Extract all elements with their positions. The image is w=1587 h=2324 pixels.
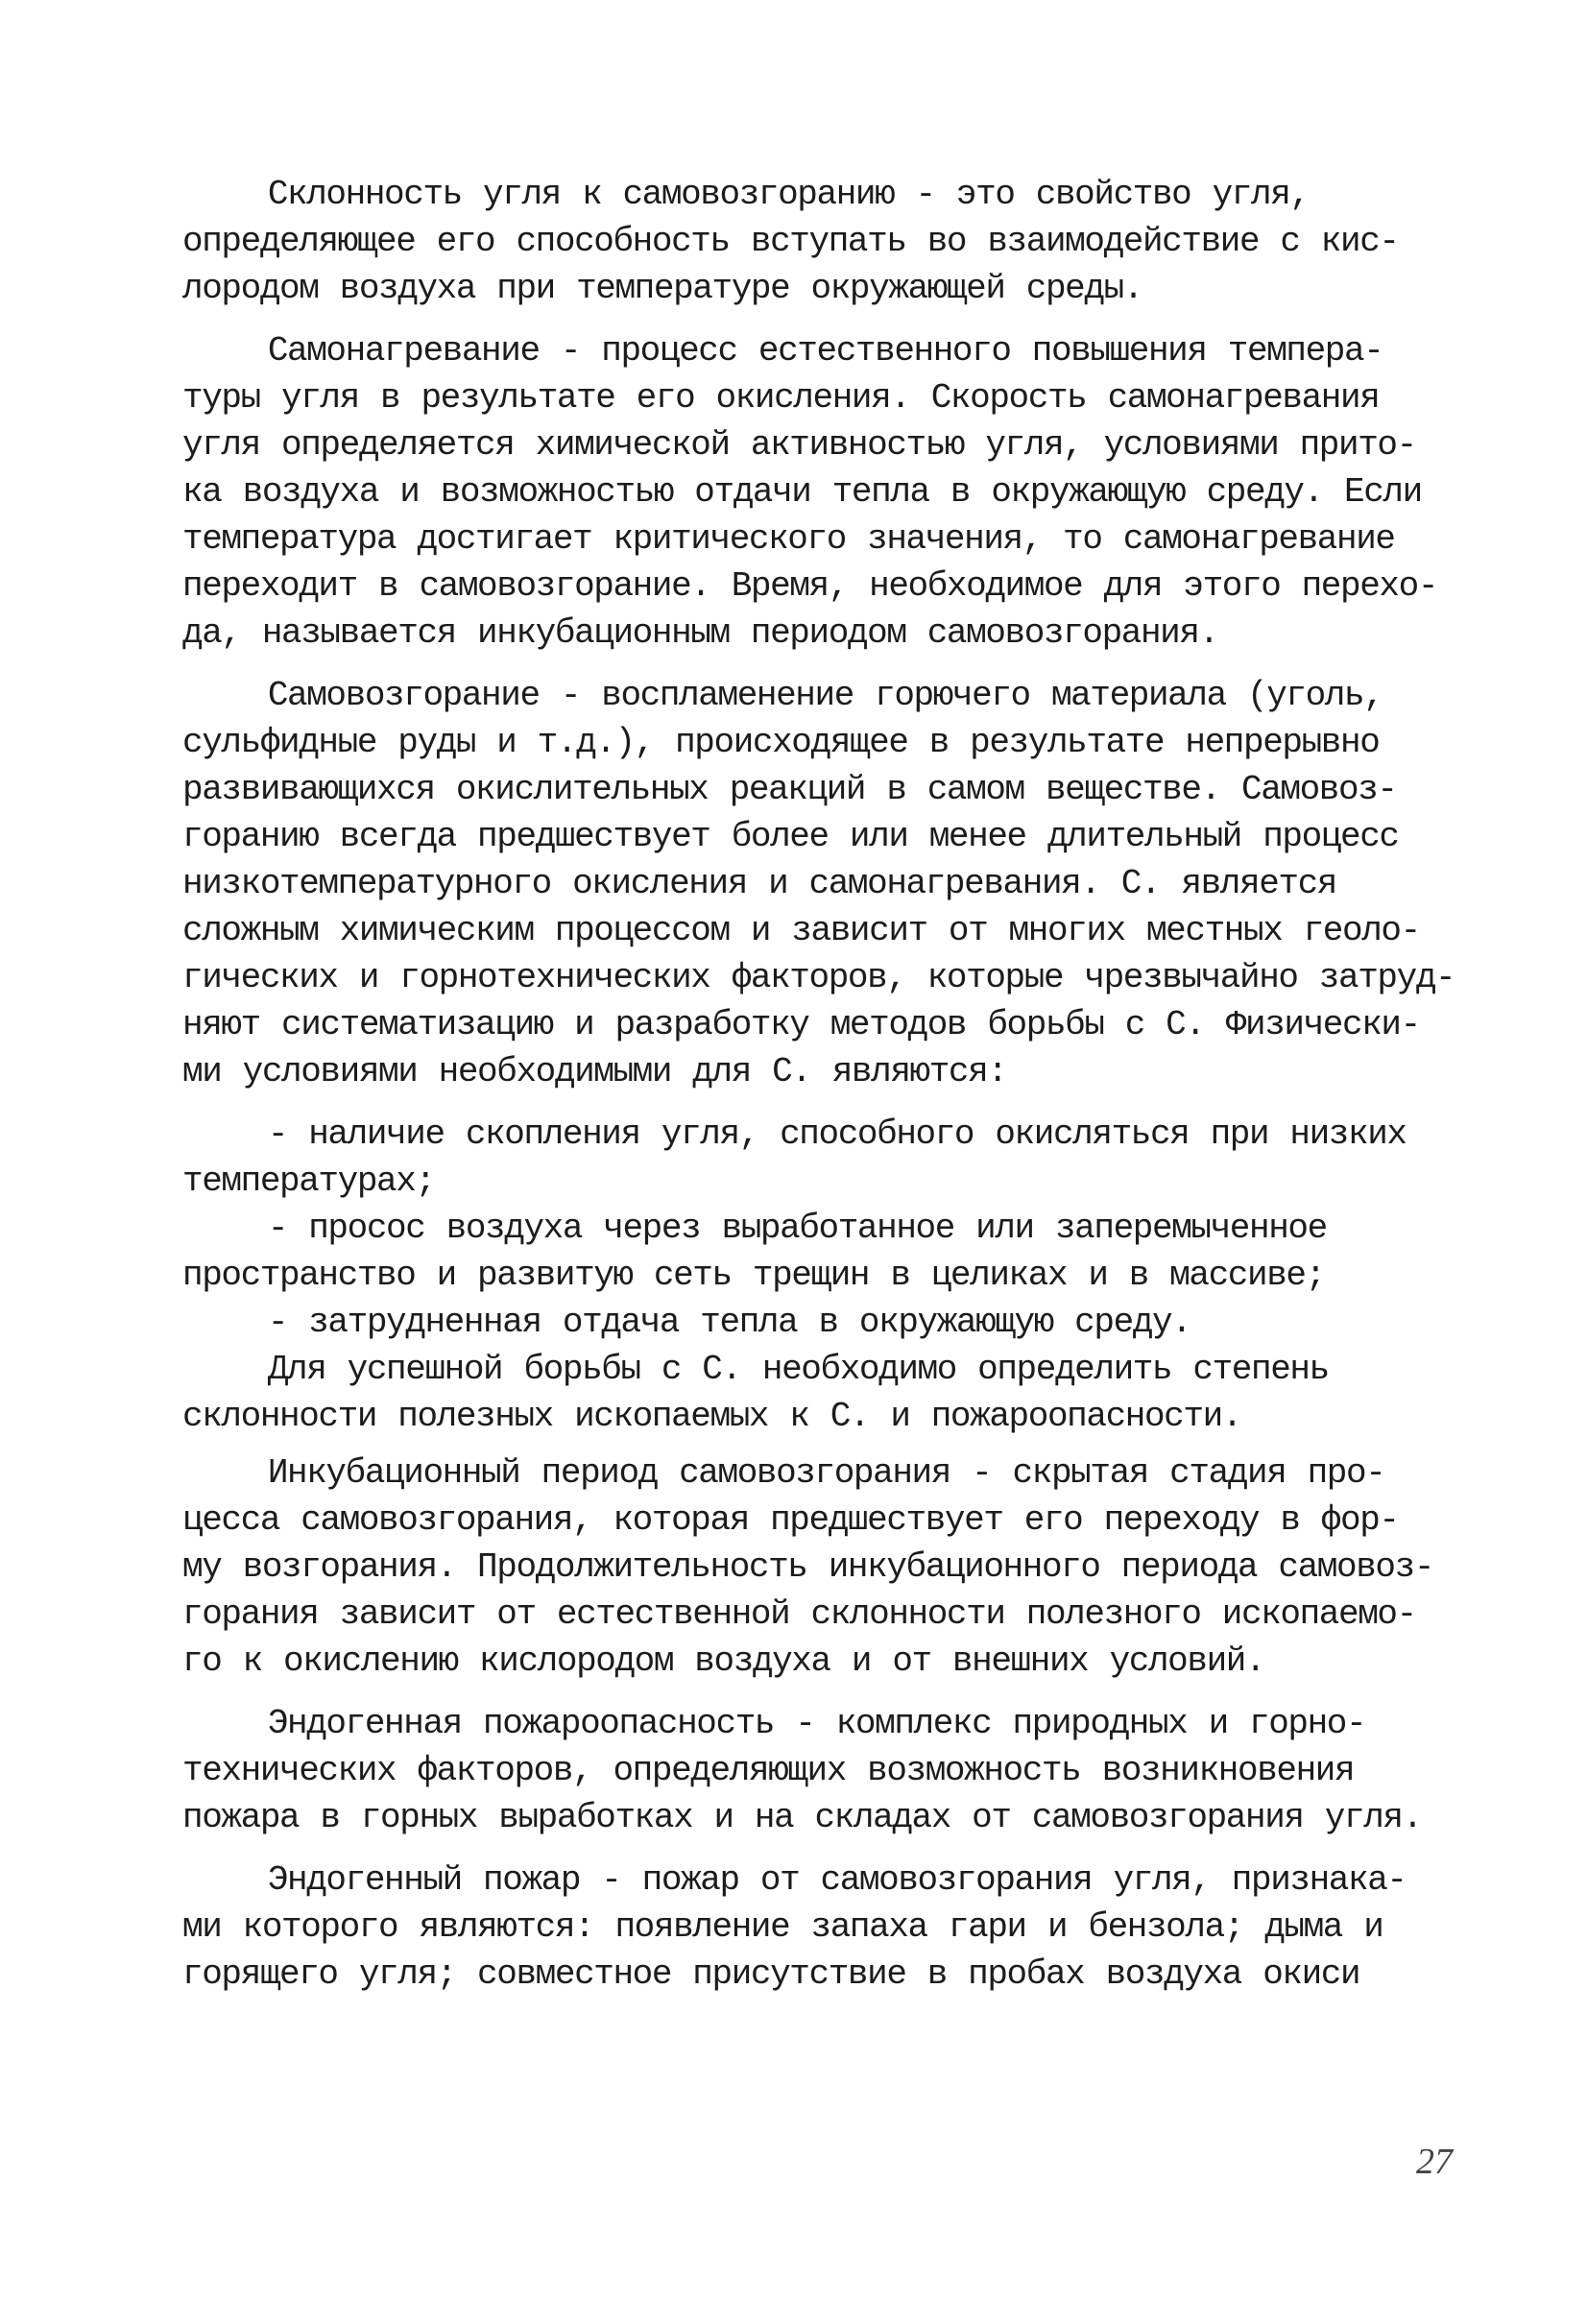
text-line: горящего угля; совместное присутствие в пробах воздуха окиси <box>182 1954 1360 1994</box>
text-line: угля определяется химической активностью угля, условиями прито- <box>182 425 1416 465</box>
text-line: горания зависит от естественной склонности полезного ископаемо- <box>182 1594 1416 1634</box>
text-line: ми условиями необходимыми для С. являются: <box>182 1052 1007 1091</box>
text-line: гических и горнотехнических факторов, которые чрезвычайно затруд- <box>182 958 1455 997</box>
text-line: Эндогенная пожароопасность - комплекс природных и горно- <box>182 1704 1366 1743</box>
text-line: туры угля в результате его окисления. Скорость самонагревания <box>182 378 1380 418</box>
text-line: низкотемпературного окисления и самонагревания. С. является <box>182 864 1337 903</box>
text-line: му возгорания. Продолжительность инкубационного периода самовоз- <box>182 1547 1434 1587</box>
text-line: Самонагревание - процесс естественного повышения темпера- <box>182 331 1383 371</box>
text-line: Самовозгорание - воспламенение горючего материала (уголь, <box>182 676 1383 715</box>
page-number: 27 <box>1416 2142 1453 2182</box>
list-item: - наличие скопления угля, способного окисляться при низких <box>182 1114 1407 1154</box>
text-line: развивающихся окислительных реакций в самом веществе. Самовоз- <box>182 770 1397 809</box>
text-line: горанию всегда предшествует более или менее длительный процесс <box>182 817 1399 856</box>
text-line: технических факторов, определяющих возможность возникновения <box>182 1751 1355 1790</box>
list-item: - затрудненная отдача тепла в окружающую среду. <box>182 1303 1191 1342</box>
text-line: температурах; <box>182 1162 435 1201</box>
text-line: сульфидные руды и т.д.), происходящее в результате непрерывно <box>182 723 1380 762</box>
text-line: цесса самовозгорания, которая предшествует его переходу в фор- <box>182 1500 1399 1540</box>
text-line: няют систематизацию и разработку методов борьбы с С. Физически- <box>182 1005 1420 1044</box>
document-body <box>182 171 1455 1998</box>
text-line: ка воздуха и возможностью отдачи тепла в окружающую среду. Если <box>182 472 1422 512</box>
text-line: го к окислению кислородом воздуха и от внешних условий. <box>182 1641 1265 1681</box>
text-line: Для успешной борьбы с С. необходимо определить степень <box>182 1350 1329 1389</box>
text-line: пожара в горных выработках и на складах от самовозгорания угля. <box>182 1798 1422 1837</box>
text-line: склонности полезных ископаемых к С. и пожароопасности. <box>182 1397 1241 1436</box>
text-line: Инкубационный период самовозгорания - скрытая стадия про- <box>182 1453 1385 1493</box>
text-line: пространство и развитую сеть трещин в целиках и в массиве; <box>182 1256 1325 1295</box>
text-line: сложным химическим процессом и зависит от многих местных геоло- <box>182 911 1420 950</box>
text-line: переходит в самовозгорание. Время, необходимое для этого перехо- <box>182 566 1438 606</box>
text-line: Склонность угля к самовозгоранию - это свойство угля, <box>182 175 1310 214</box>
text-line: Эндогенный пожар - пожар от самовозгорания угля, признака- <box>182 1860 1407 1900</box>
text-line: лородом воздуха при температуре окружающей среды. <box>182 269 1142 308</box>
text-line: температура достигает критического значения, то самонагревание <box>182 519 1395 559</box>
text-line: да, называется инкубационным периодом самовозгорания. <box>182 613 1218 653</box>
text-line: определяющее его способность вступать во взаимодействие с кис- <box>182 222 1399 261</box>
text-line: ми которого являются: появление запаха гари и бензола; дыма и <box>182 1907 1383 1947</box>
list-item: - просос воздуха через выработанное или заперемыченное <box>182 1209 1327 1248</box>
